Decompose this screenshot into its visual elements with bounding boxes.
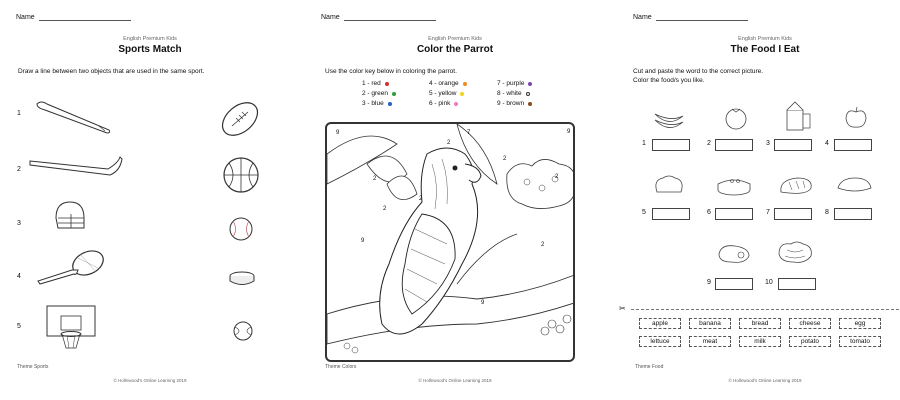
region-number: 2 <box>555 174 559 180</box>
name-label: Name <box>321 14 340 21</box>
brand-label: English Premium Kids <box>738 36 792 42</box>
color-the-parrot-sheet <box>305 0 605 400</box>
answer-box[interactable] <box>834 139 872 151</box>
instruction-text: Color the food/s you like. <box>633 77 705 84</box>
instruction-text: Use the color key below in coloring the parrot. <box>325 68 457 75</box>
page-title: Color the Parrot <box>416 44 494 55</box>
the-food-i-eat-sheet <box>615 0 900 400</box>
picture-number: 2 <box>707 140 711 147</box>
region-number: 2 <box>541 242 545 248</box>
brand-label: English Premium Kids <box>428 36 482 42</box>
parrot-coloring-area[interactable] <box>325 122 575 362</box>
picture-number: 10 <box>765 279 773 286</box>
picture-number: 6 <box>707 209 711 216</box>
basketball-icon[interactable] <box>222 156 260 194</box>
name-label: Name <box>633 14 652 21</box>
color-swatch <box>385 82 389 86</box>
bread-slice-icon[interactable] <box>651 172 687 198</box>
region-number: 9 <box>336 130 340 136</box>
region-number: 9 <box>361 238 365 244</box>
answer-box[interactable] <box>778 278 816 290</box>
name-line[interactable] <box>39 14 131 21</box>
instruction-text: Draw a line between two objects that are used in the same sport. <box>18 68 205 75</box>
picture-number: 9 <box>707 279 711 286</box>
hockey-stick-icon[interactable] <box>28 153 123 178</box>
color-key-item <box>429 100 458 107</box>
milk-icon[interactable] <box>783 100 813 132</box>
name-field[interactable] <box>16 14 131 21</box>
instruction-text: Cut and paste the word to the correct picture. <box>633 68 764 75</box>
basketball-hoop-icon[interactable] <box>45 304 97 352</box>
lettuce-icon[interactable] <box>775 238 815 266</box>
word-card[interactable]: lettuce <box>639 336 681 347</box>
theme-label: Theme Food <box>635 364 664 370</box>
region-number: 9 <box>481 300 485 306</box>
color-key-label: 7 - purple <box>497 80 525 87</box>
color-key-label: 1 - red <box>362 80 381 87</box>
name-line[interactable] <box>344 14 436 21</box>
picture-number: 7 <box>766 209 770 216</box>
copyright-text: © Hollnwood's Online Learning 2019 <box>418 378 492 383</box>
word-card[interactable]: meat <box>689 336 731 347</box>
sports-match-sheet <box>0 0 300 400</box>
name-label: Name <box>16 14 35 21</box>
region-number: 2 <box>503 156 507 162</box>
color-key-item <box>429 90 464 97</box>
name-field[interactable] <box>321 14 436 21</box>
word-card[interactable]: egg <box>839 318 881 329</box>
item-number: 3 <box>17 220 21 227</box>
name-line[interactable] <box>656 14 748 21</box>
color-key-item <box>497 80 532 87</box>
color-key-item <box>497 90 530 97</box>
color-key-item <box>429 80 467 87</box>
baseball-bat-icon[interactable] <box>35 100 115 135</box>
bread-roll-icon[interactable] <box>835 172 873 198</box>
color-key-label: 3 - blue <box>362 100 384 107</box>
color-swatch <box>526 92 530 96</box>
theme-label: Theme Sports <box>17 364 49 370</box>
picture-number: 5 <box>642 209 646 216</box>
picture-number: 4 <box>825 140 829 147</box>
football-icon[interactable] <box>218 98 262 140</box>
picture-number: 3 <box>766 140 770 147</box>
color-key-label: 2 - green <box>362 90 389 97</box>
answer-box[interactable] <box>652 208 690 220</box>
region-number: 7 <box>467 130 471 136</box>
theme-label: Theme Colors <box>325 364 357 370</box>
answer-box[interactable] <box>834 208 872 220</box>
color-key-item <box>362 80 389 87</box>
meat-icon[interactable] <box>715 240 755 266</box>
item-number: 5 <box>17 323 21 330</box>
region-number: 9 <box>567 129 571 135</box>
word-card[interactable]: bread <box>739 318 781 329</box>
color-key-item <box>362 100 392 107</box>
answer-box[interactable] <box>715 208 753 220</box>
region-number: 2 <box>383 206 387 212</box>
word-card[interactable]: banana <box>689 318 731 329</box>
brand-label: English Premium Kids <box>123 36 177 42</box>
color-swatch <box>463 82 467 86</box>
color-swatch <box>460 92 464 96</box>
hockey-puck-icon[interactable] <box>228 270 256 288</box>
tennis-racket-icon[interactable] <box>36 250 108 288</box>
word-card[interactable]: milk <box>739 336 781 347</box>
cake-icon[interactable] <box>715 172 753 198</box>
bread-loaf-icon[interactable] <box>777 172 815 198</box>
color-key-item <box>497 100 532 107</box>
color-swatch <box>528 102 532 106</box>
word-card[interactable]: cheese <box>789 318 831 329</box>
picture-number: 1 <box>642 140 646 147</box>
color-key-item <box>362 90 396 97</box>
color-swatch <box>454 102 458 106</box>
answer-box[interactable] <box>774 208 812 220</box>
name-field[interactable] <box>633 14 748 21</box>
answer-box[interactable] <box>715 139 753 151</box>
copyright-text: © Hollnwood's Online Learning 2019 <box>728 378 802 383</box>
baseball-icon[interactable] <box>228 216 254 242</box>
color-swatch <box>388 102 392 106</box>
picture-number: 8 <box>825 209 829 216</box>
region-number: 2 <box>447 140 451 146</box>
answer-box[interactable] <box>774 139 812 151</box>
color-key-label: 9 - brown <box>497 100 525 107</box>
tennis-ball-icon[interactable] <box>232 320 254 342</box>
football-helmet-icon[interactable] <box>52 200 88 232</box>
color-key-label: 5 - yellow <box>429 90 457 97</box>
copyright-text: © Hollnwood's Online Learning 2019 <box>113 378 187 383</box>
item-number: 1 <box>17 110 21 117</box>
apple-icon[interactable] <box>843 104 869 130</box>
word-card[interactable]: potato <box>789 336 831 347</box>
color-key-label: 6 - pink <box>429 100 451 107</box>
color-swatch <box>528 82 532 86</box>
word-card[interactable]: apple <box>639 318 681 329</box>
color-key-label: 4 - orange <box>429 80 459 87</box>
item-number: 4 <box>17 273 21 280</box>
page-title: The Food I Eat <box>730 44 800 55</box>
color-key-label: 8 - white <box>497 90 522 97</box>
page-title: Sports Match <box>118 44 182 55</box>
bananas-icon[interactable] <box>651 104 687 132</box>
word-card[interactable]: tomato <box>839 336 881 347</box>
item-number: 2 <box>17 166 21 173</box>
scissors-icon: ✂ <box>619 304 626 313</box>
region-number: 2 <box>419 196 423 202</box>
answer-box[interactable] <box>652 139 690 151</box>
color-swatch <box>392 92 396 96</box>
region-number: 2 <box>373 176 377 182</box>
tomato-icon[interactable] <box>723 104 749 130</box>
cut-line <box>631 309 899 310</box>
answer-box[interactable] <box>715 278 753 290</box>
